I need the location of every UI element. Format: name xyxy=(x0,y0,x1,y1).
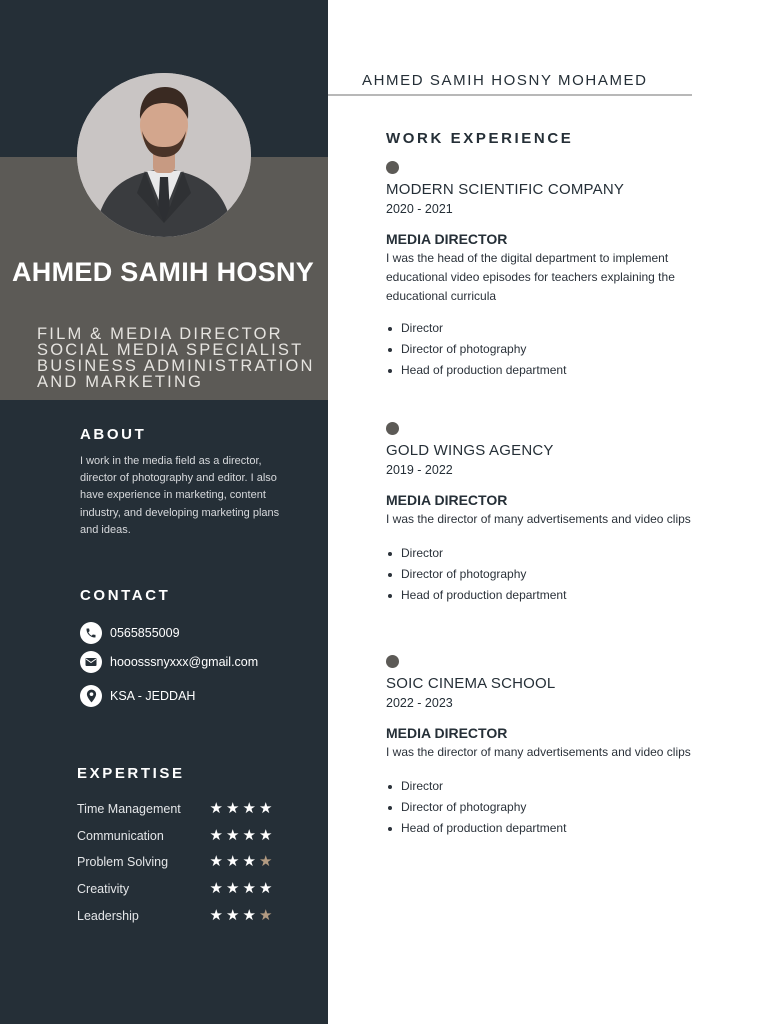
job-company: MODERN SCIENTIFIC COMPANY xyxy=(386,181,625,198)
email-value: hooosssnyxxx@gmail.com xyxy=(110,655,259,669)
star-filled-icon: ★ xyxy=(226,799,240,817)
star-filled-icon: ★ xyxy=(242,852,256,870)
skill-rating xyxy=(208,854,274,869)
job-title: MEDIA DIRECTOR xyxy=(386,231,508,247)
job-entry xyxy=(386,422,706,606)
star-filled-icon: ★ xyxy=(209,879,223,897)
star-empty-icon: ★ xyxy=(259,852,273,870)
star-filled-icon: ★ xyxy=(259,799,273,817)
skill-name: Communication xyxy=(77,828,164,843)
star-filled-icon: ★ xyxy=(259,879,273,897)
duty-item: Head of production department xyxy=(386,360,706,381)
job-title: MEDIA DIRECTOR xyxy=(386,725,508,741)
contact-phone[interactable] xyxy=(80,622,180,644)
star-filled-icon: ★ xyxy=(242,879,256,897)
skill-row xyxy=(77,881,277,896)
skill-row xyxy=(77,801,277,816)
timeline-dot-icon xyxy=(386,161,399,174)
job-years: 2020 - 2021 xyxy=(386,202,453,216)
star-filled-icon: ★ xyxy=(209,906,223,924)
contact-email[interactable] xyxy=(80,651,258,673)
role-line: BUSINESS ADMINISTRATION xyxy=(37,357,315,375)
job-entry xyxy=(386,161,706,381)
star-filled-icon: ★ xyxy=(226,906,240,924)
skill-rating xyxy=(208,881,274,896)
role-line: SOCIAL MEDIA SPECIALIST xyxy=(37,341,304,359)
star-filled-icon: ★ xyxy=(242,799,256,817)
duty-item: Head of production department xyxy=(386,585,706,606)
skill-row xyxy=(77,828,277,843)
skill-row xyxy=(77,854,277,869)
duty-item: Director of photography xyxy=(386,797,706,818)
star-empty-icon: ★ xyxy=(259,906,273,924)
star-filled-icon: ★ xyxy=(226,879,240,897)
timeline-dot-icon xyxy=(386,422,399,435)
duty-item: Director of photography xyxy=(386,339,706,360)
location-value: KSA - JEDDAH xyxy=(110,689,196,703)
about-heading: ABOUT xyxy=(80,426,147,443)
star-filled-icon: ★ xyxy=(259,826,273,844)
location-icon xyxy=(80,685,102,707)
job-description: I was the head of the digital department to implement educational video episodes for teachers explaining the educational curricula xyxy=(386,251,675,303)
star-filled-icon: ★ xyxy=(209,799,223,817)
star-filled-icon: ★ xyxy=(226,826,240,844)
contact-heading: CONTACT xyxy=(80,587,171,604)
role-list xyxy=(37,326,315,390)
duty-item: Director xyxy=(386,776,706,797)
profile-name: AHMED SAMIH HOSNY xyxy=(12,257,315,287)
skill-row xyxy=(77,908,277,923)
role-line: FILM & MEDIA DIRECTOR xyxy=(37,325,283,343)
contact-location[interactable] xyxy=(80,685,195,707)
skill-name: Leadership xyxy=(77,908,139,923)
duty-item: Head of production department xyxy=(386,818,706,839)
star-filled-icon: ★ xyxy=(209,852,223,870)
header-full-name: AHMED SAMIH HOSNY MOHAMED xyxy=(362,72,648,89)
skill-name: Problem Solving xyxy=(77,854,169,869)
duty-list xyxy=(386,776,706,839)
email-icon xyxy=(80,651,102,673)
skill-rating xyxy=(208,801,274,816)
expertise-heading: EXPERTISE xyxy=(77,765,185,782)
about-text: I work in the media field as a director, director of photography and editor. I also have experience in marketing, content industry, and developing marketing plans and ideas. xyxy=(80,455,280,536)
work-experience-heading: WORK EXPERIENCE xyxy=(386,130,574,147)
job-years: 2019 - 2022 xyxy=(386,463,453,477)
job-description: I was the director of many advertisements and video clips xyxy=(386,745,691,759)
job-entry xyxy=(386,655,706,839)
duty-item: Director xyxy=(386,318,706,339)
star-filled-icon: ★ xyxy=(226,852,240,870)
skill-name: Creativity xyxy=(77,881,130,896)
phone-value: 0565855009 xyxy=(110,626,180,640)
job-years: 2022 - 2023 xyxy=(386,696,453,710)
star-filled-icon: ★ xyxy=(242,826,256,844)
job-company: SOIC CINEMA SCHOOL xyxy=(386,675,556,692)
skill-rating xyxy=(208,908,274,923)
star-filled-icon: ★ xyxy=(242,906,256,924)
job-title: MEDIA DIRECTOR xyxy=(386,492,508,508)
duty-list xyxy=(386,318,706,381)
skill-rating xyxy=(208,828,274,843)
timeline-dot-icon xyxy=(386,655,399,668)
job-company: GOLD WINGS AGENCY xyxy=(386,442,554,459)
phone-icon xyxy=(80,622,102,644)
header-divider xyxy=(328,94,692,96)
star-filled-icon: ★ xyxy=(209,826,223,844)
profile-photo xyxy=(77,73,251,237)
skill-name: Time Management xyxy=(77,801,181,816)
job-description: I was the director of many advertisements and video clips xyxy=(386,512,691,526)
role-line: AND MARKETING xyxy=(37,373,204,391)
duty-item: Director xyxy=(386,543,706,564)
duty-item: Director of photography xyxy=(386,564,706,585)
duty-list xyxy=(386,543,706,606)
